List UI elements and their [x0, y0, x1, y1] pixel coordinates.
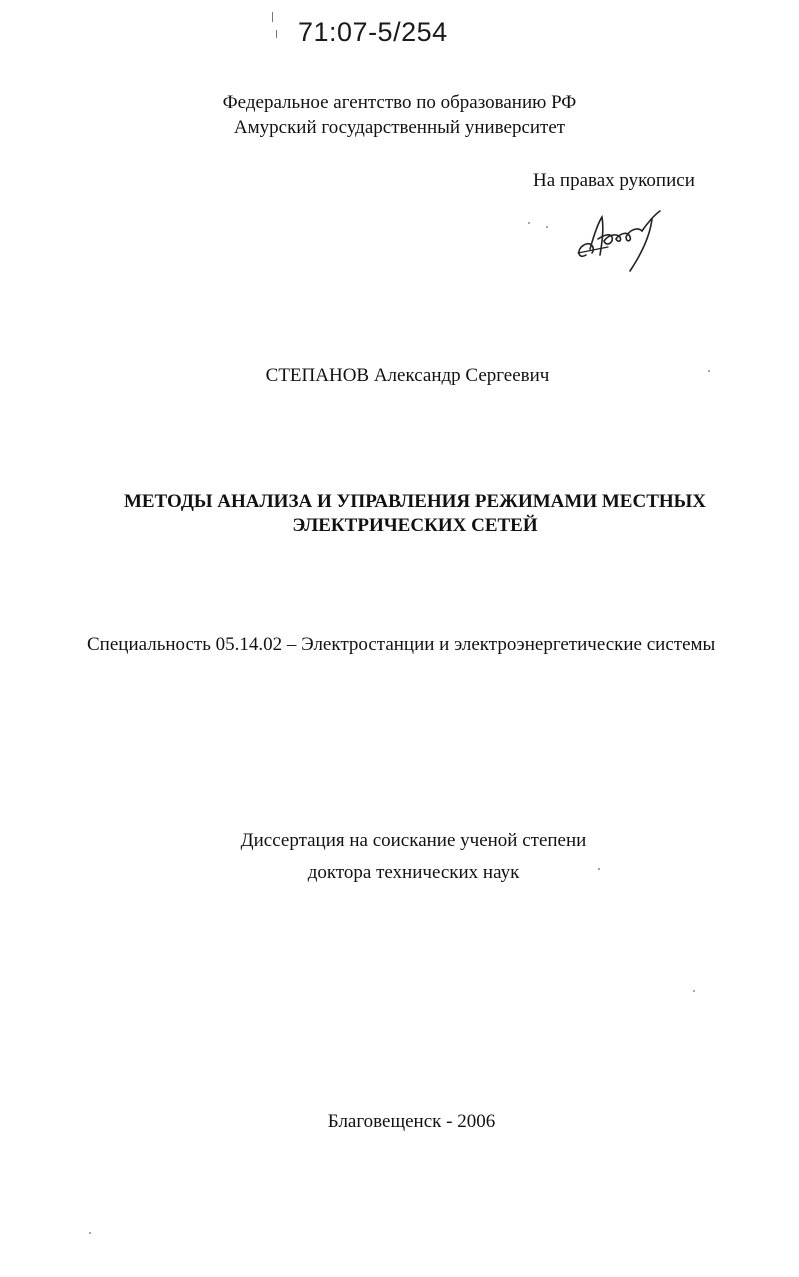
dissertation-title-line-1: МЕТОДЫ АНАЛИЗА И УПРАВЛЕНИЯ РЕЖИМАМИ МЕСТНЫХ	[123, 491, 707, 512]
organization-university: Амурский государственный университет	[233, 117, 566, 138]
scan-mark	[272, 12, 273, 22]
degree-line-2: доктора технических наук	[307, 862, 520, 883]
scan-speck	[89, 1232, 91, 1234]
scan-speck	[546, 226, 548, 228]
author-name: СТЕПАНОВ Александр Сергеевич	[265, 365, 550, 386]
scan-speck	[708, 370, 710, 372]
organization-agency: Федеральное агентство по образованию РФ	[222, 92, 577, 113]
dissertation-title-line-2: ЭЛЕКТРИЧЕСКИХ СЕТЕЙ	[292, 515, 538, 536]
organization-block	[0, 90, 799, 140]
handwritten-signature	[568, 205, 678, 280]
degree-block	[14, 825, 799, 889]
scan-mark	[276, 30, 277, 38]
scan-speck	[528, 222, 530, 224]
place-and-year: Благовещенск - 2006	[327, 1111, 496, 1132]
dissertation-title	[0, 490, 799, 538]
archive-stamp-code: 71:07-5/254	[298, 17, 448, 47]
rights-note: На правах рукописи	[533, 170, 695, 191]
scan-speck	[693, 990, 695, 992]
degree-line-1: Диссертация на соискание ученой степени	[240, 830, 587, 851]
specialty-line: Специальность 05.14.02 – Электростанции и электроэнергетические системы	[87, 634, 716, 655]
scan-speck	[598, 868, 600, 870]
